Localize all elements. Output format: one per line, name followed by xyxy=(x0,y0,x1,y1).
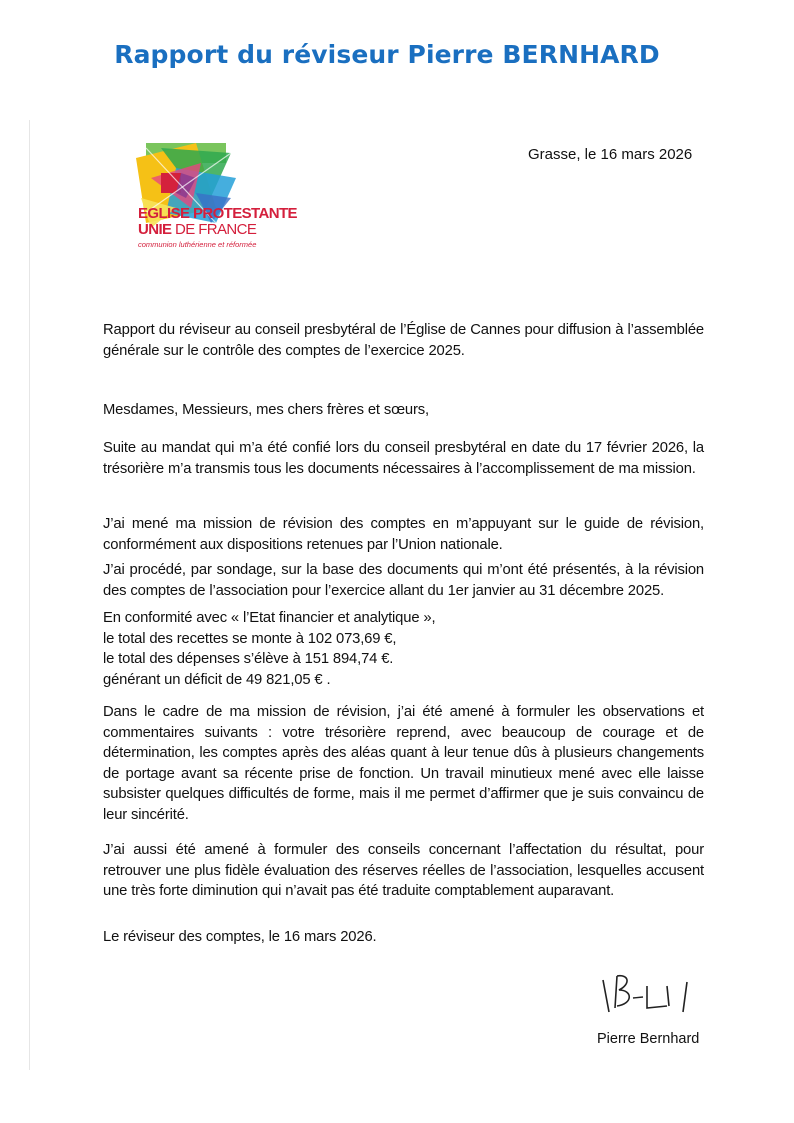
signature-name: Pierre Bernhard xyxy=(597,1031,700,1047)
closing-line: Le réviseur des comptes, le 16 mars 2026. xyxy=(103,929,377,945)
paragraph-mandate: Suite au mandat qui m’a été confié lors du conseil presbytéral en date du 17 février 2026, la trésorière m’a transmis tous les documents nécessaires à l’accomplissement de ma mission. xyxy=(103,440,704,477)
paragraph-advice: J’ai aussi été amené à formuler des conseils concernant l’affectation du résultat, pour retrouver une plus fidèle évaluation des réserves réelles de l’association, lesquelles accusent une très forte diminution qui n’avait pas été traduite comptablement auparavant. xyxy=(103,842,704,899)
logo-line2-bold: UNIE xyxy=(138,221,172,238)
logo-line1: EGLISE PROTESTANTE xyxy=(138,205,297,222)
church-logo-text xyxy=(138,206,297,250)
figures-line-1: En conformité avec « l’Etat financier et analytique », xyxy=(103,610,436,626)
financial-figures xyxy=(103,608,704,690)
paragraph-sampling: J’ai procédé, par sondage, sur la base des documents qui m’ont été présentés, à la révision des comptes de l’association pour l’exercice allant du 1er janvier au 31 décembre 2025. xyxy=(103,562,704,599)
intro-paragraph: Rapport du réviseur au conseil presbytéral de l’Église de Cannes pour diffusion à l’assemblée générale sur le contrôle des comptes de l’exercice 2025. xyxy=(103,322,704,359)
paragraph-observations: Dans le cadre de ma mission de révision, j’ai été amené à formuler les observations et commentaires suivants : votre trésorière reprend, avec beaucoup de courage et de détermination, les comptes après des aléas quant à leur tenue dûs à plusieurs changements de portage avant sa récente prise de fonction. Un travail minutieux mené avec elle laisse subsister quelques difficultés de forme, mais il me permet d’affirmer que je suis convaincu de leur sincérité. xyxy=(103,704,704,823)
greeting: Mesdames, Messieurs, mes chers frères et sœurs, xyxy=(103,402,429,418)
scanned-letter xyxy=(29,120,776,1070)
logo-line2 xyxy=(138,222,297,238)
page-title: Rapport du réviseur Pierre BERNHARD xyxy=(114,40,660,69)
handwritten-signature xyxy=(595,968,715,1018)
figures-line-3: le total des dépenses s’élève à 151 894,74 €. xyxy=(103,651,394,667)
logo-line3: communion luthérienne et réformée xyxy=(138,240,257,249)
logo-line2-light: DE FRANCE xyxy=(171,221,257,238)
figures-line-2: le total des recettes se monte à 102 073,69 €, xyxy=(103,630,397,647)
paragraph-method: J’ai mené ma mission de révision des comptes en m’appuyant sur le guide de révision, conformément aux dispositions retenues par l’Union nationale. xyxy=(103,516,704,553)
place-date: Grasse, le 16 mars 2026 xyxy=(528,146,693,163)
figures-line-4: générant un déficit de 49 821,05 € . xyxy=(103,671,331,688)
